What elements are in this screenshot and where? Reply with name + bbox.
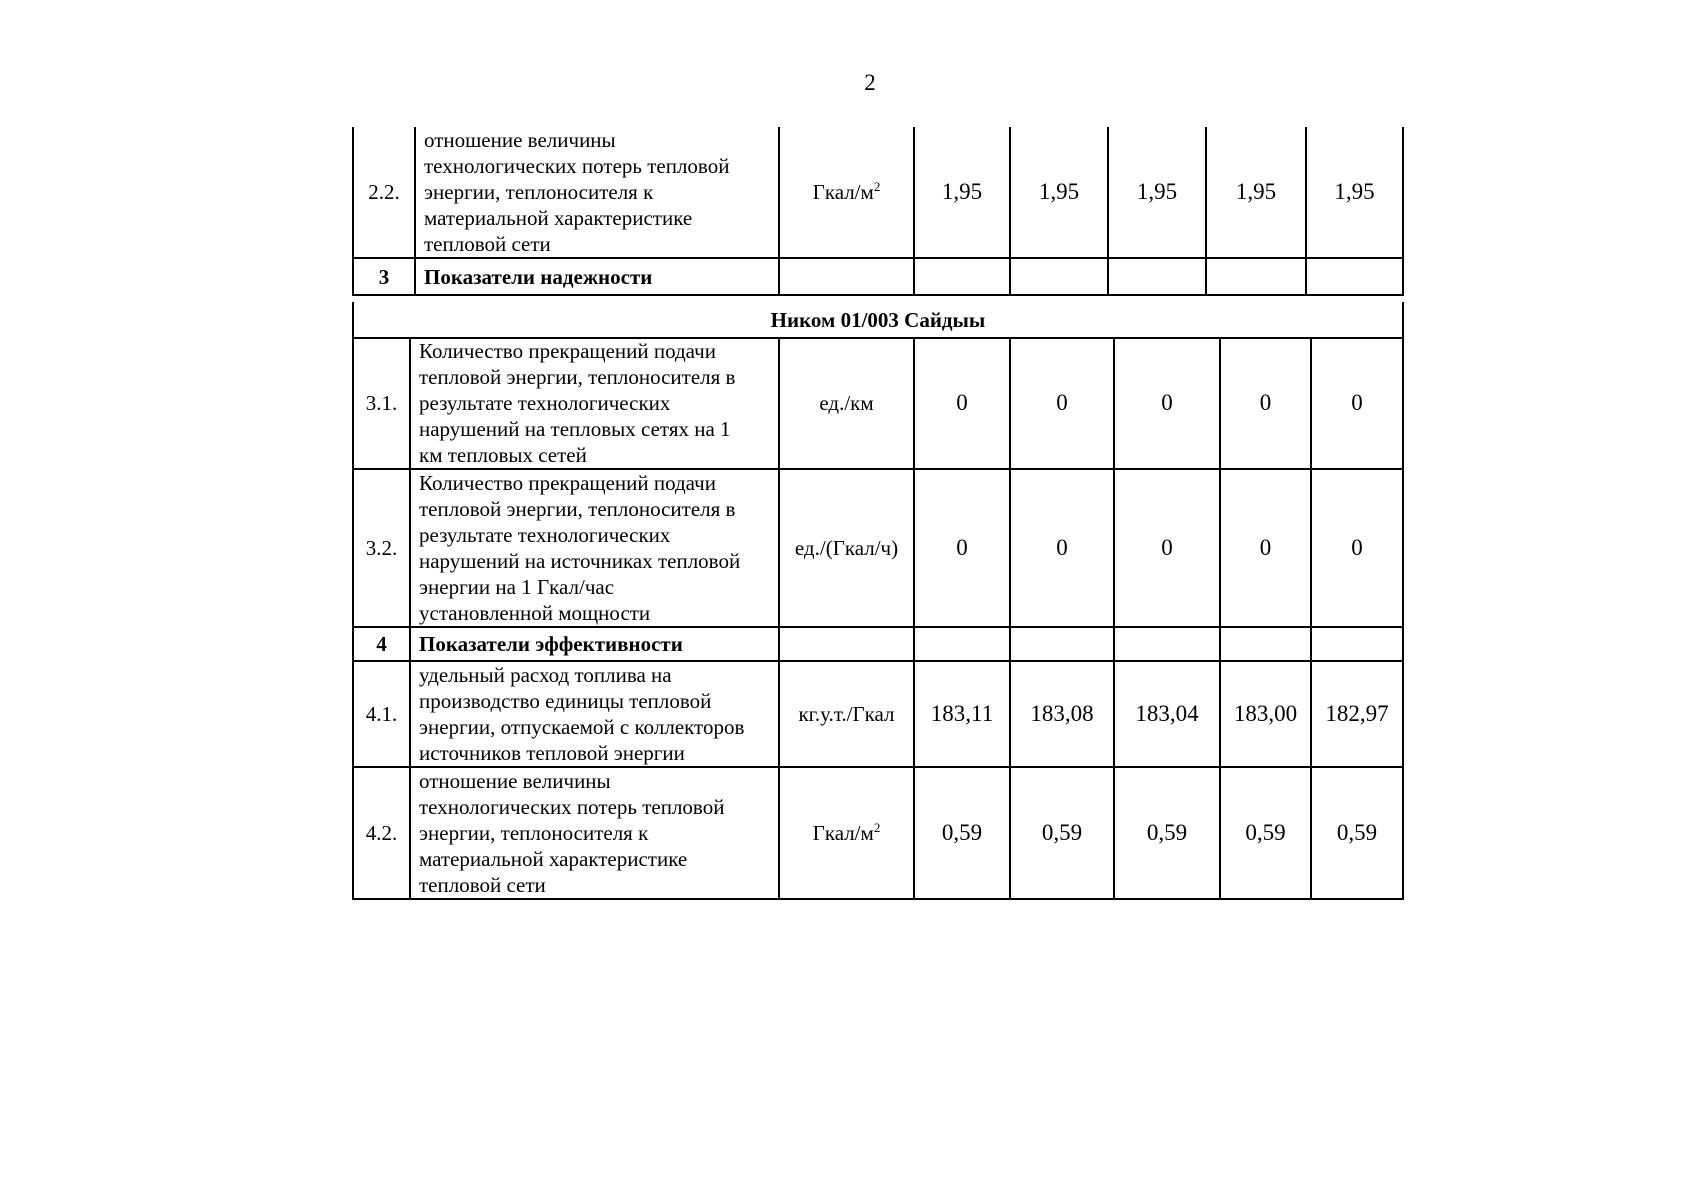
value-cell: 0: [1311, 469, 1403, 627]
desc-line: материальной характеристике: [424, 206, 693, 230]
value-cell: 182,97: [1311, 661, 1403, 767]
indicators-table-bottom: [352, 338, 1404, 900]
value-cell: 183,11: [914, 661, 1010, 767]
unit-base: Гкал/м: [812, 180, 874, 204]
row-number: 4.2.: [353, 767, 410, 899]
desc-line: технологических потерь тепловой: [419, 795, 725, 819]
row-unit: [779, 127, 914, 258]
desc-line: материальной характеристике: [419, 847, 688, 871]
value-cell: 1,95: [1010, 127, 1108, 258]
section-number: 3: [353, 258, 415, 295]
value-cell: 0: [1010, 469, 1114, 627]
section-heading: Показатели надежности: [415, 258, 779, 295]
value-cell: 183,08: [1010, 661, 1114, 767]
desc-line: Количество прекращений подачи: [419, 339, 716, 363]
row-number: 3.1.: [353, 338, 410, 469]
empty-cell: [779, 627, 914, 661]
row-description: [410, 469, 779, 627]
desc-line: энергии, теплоносителя к: [419, 821, 649, 845]
section-title-table: [352, 302, 1404, 339]
desc-line: отношение величины: [424, 128, 616, 152]
unit-superscript: 2: [873, 820, 881, 835]
value-cell: 0: [1114, 338, 1220, 469]
empty-cell: [1010, 258, 1108, 295]
indicators-table-top: [352, 127, 1404, 296]
empty-cell: [914, 627, 1010, 661]
unit-superscript: 2: [873, 179, 881, 194]
desc-line: отношение величины: [419, 769, 611, 793]
empty-cell: [1220, 627, 1311, 661]
value-cell: 0,59: [1220, 767, 1311, 899]
row-unit: ед./км: [779, 338, 914, 469]
row-number: 2.2.: [353, 127, 415, 258]
desc-line: тепловой сети: [419, 873, 546, 897]
row-description: [410, 338, 779, 469]
empty-cell: [779, 258, 914, 295]
row-number: 4.1.: [353, 661, 410, 767]
desc-line: результате технологических: [419, 391, 671, 415]
row-unit: кг.у.т./Гкал: [779, 661, 914, 767]
value-cell: 1,95: [1206, 127, 1306, 258]
table-row-2-2: [353, 127, 1403, 258]
value-cell: 0,59: [1114, 767, 1220, 899]
desc-line: энергии, отпускаемой с коллекторов: [419, 715, 745, 739]
row-description: [410, 767, 779, 899]
desc-line: удельный расход топлива на: [419, 663, 672, 687]
desc-line: тепловой энергии, теплоносителя в: [419, 365, 736, 389]
section-title-row: [353, 302, 1403, 338]
section-heading: Показатели эффективности: [410, 627, 779, 661]
desc-line: тепловой сети: [424, 232, 551, 256]
row-unit: [779, 767, 914, 899]
desc-line: нарушений на тепловых сетях на 1: [419, 417, 731, 441]
empty-cell: [1311, 627, 1403, 661]
value-cell: 183,00: [1220, 661, 1311, 767]
value-cell: 1,95: [1108, 127, 1206, 258]
value-cell: 0,59: [1311, 767, 1403, 899]
desc-line: технологических потерь тепловой: [424, 154, 730, 178]
row-number: 3.2.: [353, 469, 410, 627]
value-cell: 0: [1311, 338, 1403, 469]
value-cell: 0: [1114, 469, 1220, 627]
table-row-4: [353, 627, 1403, 661]
desc-line: установленной мощности: [419, 601, 651, 625]
table-row-3-1: [353, 338, 1403, 469]
desc-line: энергии, теплоносителя к: [424, 180, 654, 204]
row-description: [415, 127, 779, 258]
desc-line: тепловой энергии, теплоносителя в: [419, 497, 736, 521]
table-row-4-1: [353, 661, 1403, 767]
desc-line: энергии на 1 Гкал/час: [419, 575, 615, 599]
empty-cell: [1306, 258, 1403, 295]
empty-cell: [1108, 258, 1206, 295]
section-number: 4: [353, 627, 410, 661]
desc-line: км тепловых сетей: [419, 443, 587, 467]
value-cell: 1,95: [1306, 127, 1403, 258]
desc-line: результате технологических: [419, 523, 671, 547]
value-cell: 0: [914, 469, 1010, 627]
table-row-3-2: [353, 469, 1403, 627]
empty-cell: [1010, 627, 1114, 661]
desc-line: производство единицы тепловой: [419, 689, 712, 713]
desc-line: Количество прекращений подачи: [419, 471, 716, 495]
row-description: [410, 661, 779, 767]
unit-base: Гкал/м: [812, 821, 874, 845]
page-number: 2: [864, 70, 876, 95]
value-cell: 0,59: [914, 767, 1010, 899]
value-cell: 183,04: [1114, 661, 1220, 767]
value-cell: 0: [1010, 338, 1114, 469]
value-cell: 0: [1220, 338, 1311, 469]
empty-cell: [1114, 627, 1220, 661]
value-cell: 1,95: [914, 127, 1010, 258]
desc-line: нарушений на источниках тепловой: [419, 549, 741, 573]
value-cell: 0: [1220, 469, 1311, 627]
section-title: Ником 01/003 Сайдыы: [353, 302, 1403, 338]
row-unit: ед./(Гкал/ч): [779, 469, 914, 627]
value-cell: 0,59: [1010, 767, 1114, 899]
table-row-3: [353, 258, 1403, 295]
table-row-4-2: [353, 767, 1403, 899]
value-cell: 0: [914, 338, 1010, 469]
empty-cell: [914, 258, 1010, 295]
empty-cell: [1206, 258, 1306, 295]
desc-line: источников тепловой энергии: [419, 741, 685, 765]
